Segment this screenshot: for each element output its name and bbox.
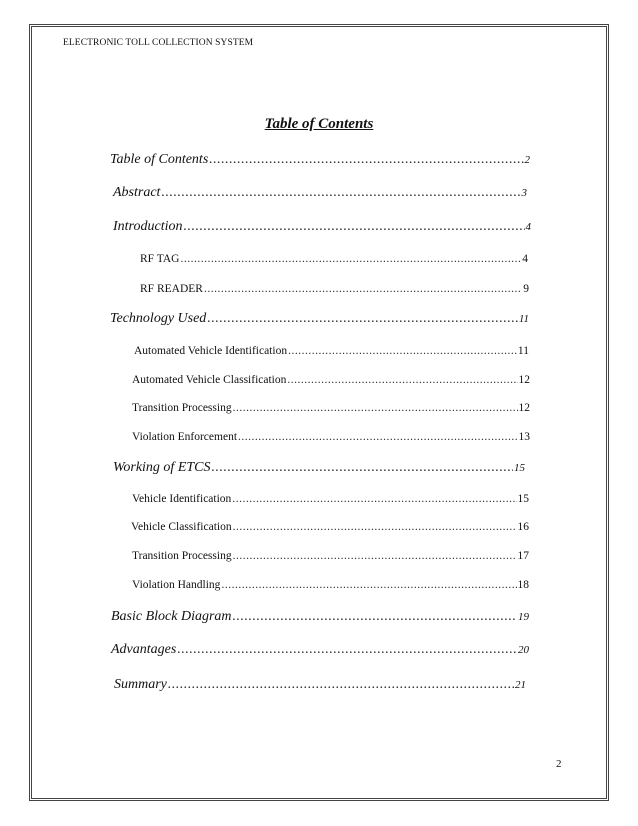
toc-entry-page: 2 bbox=[524, 154, 530, 166]
toc-entry-page: 12 bbox=[518, 402, 530, 414]
toc-entry-automated-vehicle-classification[interactable] bbox=[132, 374, 530, 386]
toc-entry-page: 11 bbox=[518, 313, 529, 325]
toc-entry-label: Working of ETCS bbox=[113, 460, 211, 475]
leader-dots bbox=[180, 253, 521, 265]
toc-entry-page: 17 bbox=[517, 550, 529, 562]
toc-entry-table-of-contents[interactable] bbox=[110, 152, 530, 168]
toc-entry-label: Automated Vehicle Classification bbox=[132, 374, 287, 386]
leader-dots bbox=[207, 311, 518, 327]
leader-dots bbox=[233, 402, 518, 414]
toc-entry-page: 21 bbox=[515, 679, 526, 691]
running-header: ELECTRONIC TOLL COLLECTION SYSTEM bbox=[63, 38, 254, 48]
toc-entry-transition-processing-2[interactable] bbox=[132, 550, 529, 562]
toc-entry-page: 16 bbox=[517, 521, 529, 533]
toc-entry-basic-block-diagram[interactable] bbox=[111, 609, 529, 625]
toc-entry-summary[interactable] bbox=[114, 677, 526, 693]
leader-dots bbox=[209, 152, 523, 168]
leader-dots bbox=[288, 345, 517, 357]
toc-entry-label: Introduction bbox=[113, 219, 183, 234]
toc-entry-label: Transition Processing bbox=[132, 550, 232, 562]
toc-entry-introduction[interactable] bbox=[113, 219, 531, 235]
leader-dots bbox=[177, 642, 517, 658]
toc-entry-page: 19 bbox=[518, 611, 529, 623]
toc-entry-page: 15 bbox=[514, 462, 525, 474]
toc-entry-page: 15 bbox=[517, 493, 529, 505]
leader-dots bbox=[161, 185, 520, 201]
toc-entry-page: 4 bbox=[525, 221, 531, 233]
toc-entry-automated-vehicle-identification[interactable] bbox=[134, 345, 529, 357]
toc-entry-technology-used[interactable] bbox=[110, 311, 529, 327]
leader-dots bbox=[232, 493, 516, 505]
toc-entry-label: Vehicle Identification bbox=[132, 493, 232, 505]
toc-entry-violation-enforcement[interactable] bbox=[132, 431, 530, 443]
toc-entry-label: Abstract bbox=[113, 185, 161, 200]
toc-entry-violation-handling[interactable] bbox=[132, 579, 529, 591]
leader-dots bbox=[233, 521, 517, 533]
toc-entry-label: Violation Enforcement bbox=[132, 431, 238, 443]
toc-entry-transition-processing[interactable] bbox=[132, 402, 530, 414]
toc-entry-label: RF TAG bbox=[140, 253, 180, 265]
toc-title: Table of Contents bbox=[264, 116, 374, 132]
toc-entry-advantages[interactable] bbox=[111, 642, 529, 658]
leader-dots bbox=[168, 677, 514, 693]
leader-dots bbox=[233, 609, 517, 625]
toc-entry-page: 9 bbox=[523, 283, 529, 295]
leader-dots bbox=[183, 219, 524, 235]
toc-entry-label: Automated Vehicle Identification bbox=[134, 345, 288, 357]
toc-entry-page: 12 bbox=[518, 374, 530, 386]
toc-entry-label: Table of Contents bbox=[110, 152, 209, 167]
toc-entry-abstract[interactable] bbox=[113, 185, 527, 201]
page-number: 2 bbox=[556, 758, 562, 770]
toc-entry-label: RF READER bbox=[140, 283, 203, 295]
leader-dots bbox=[233, 550, 517, 562]
toc-entry-label: Summary bbox=[114, 677, 167, 692]
toc-entry-label: Technology Used bbox=[110, 311, 207, 326]
toc-entry-page: 20 bbox=[518, 644, 529, 656]
toc-entry-label: Vehicle Classification bbox=[131, 521, 232, 533]
toc-entry-vehicle-classification[interactable] bbox=[131, 521, 529, 533]
toc-entry-working-of-etcs[interactable] bbox=[113, 460, 525, 476]
toc-entry-page: 13 bbox=[518, 431, 530, 443]
toc-entry-label: Basic Block Diagram bbox=[111, 609, 232, 624]
toc-entry-page: 3 bbox=[521, 187, 527, 199]
leader-dots bbox=[212, 460, 514, 476]
toc-entry-page: 11 bbox=[517, 345, 529, 357]
toc-entry-page: 4 bbox=[522, 253, 528, 265]
toc-entry-page: 18 bbox=[517, 579, 529, 591]
toc-entry-label: Advantages bbox=[111, 642, 177, 657]
leader-dots bbox=[238, 431, 517, 443]
toc-entry-label: Violation Handling bbox=[132, 579, 221, 591]
leader-dots bbox=[287, 374, 517, 386]
leader-dots bbox=[221, 579, 516, 591]
leader-dots bbox=[204, 283, 522, 295]
toc-entry-label: Transition Processing bbox=[132, 402, 232, 414]
toc-entry-rf-reader[interactable] bbox=[140, 283, 529, 295]
toc-entry-rf-tag[interactable] bbox=[140, 253, 528, 265]
toc-entry-vehicle-identification[interactable] bbox=[132, 493, 529, 505]
